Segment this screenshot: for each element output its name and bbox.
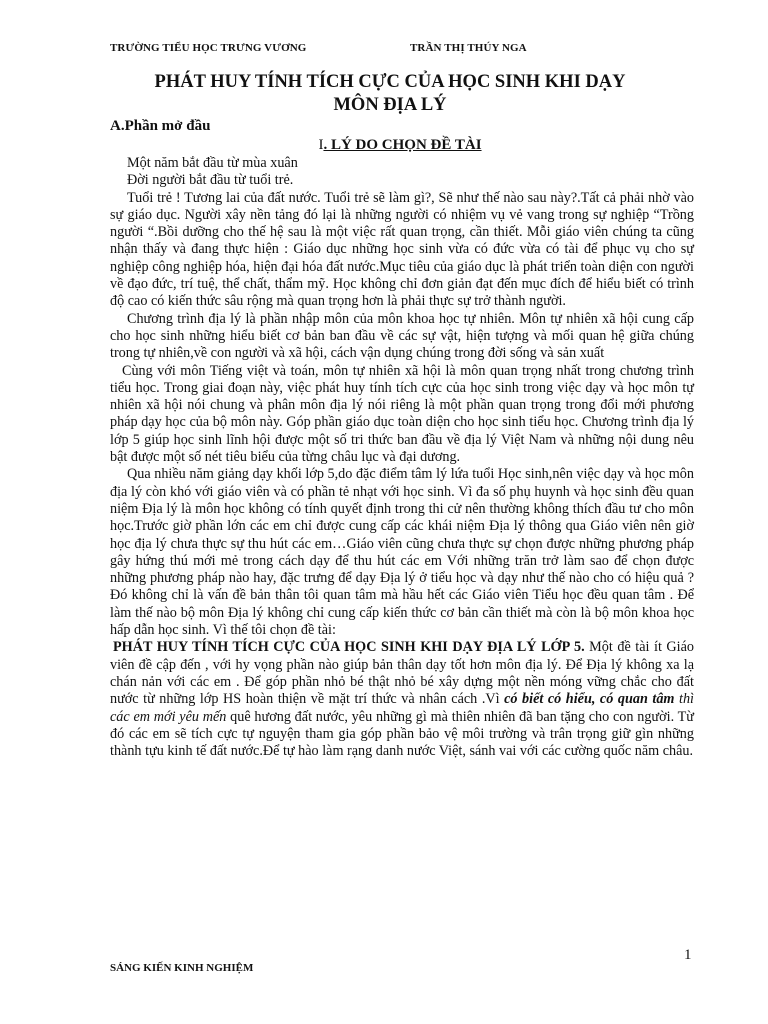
page-number: 1 xyxy=(684,947,692,963)
footer-label: SÁNG KIẾN KINH NGHIỆM xyxy=(110,962,254,974)
document-title xyxy=(110,71,670,117)
paragraph-7-bold: PHÁT HUY TÍNH TÍCH CỰC CỦA HỌC SINH KHI DẠY ĐỊA LÝ LỚP 5. xyxy=(113,639,585,656)
paragraph-7-bold-italic: có biết có hiểu, có quan tâm xyxy=(504,691,675,708)
subsection-heading xyxy=(110,137,690,154)
subsection-number: I xyxy=(318,137,324,153)
paragraph-7-text-b: quê hương đất nước, yêu những gì mà thiên nhiên đã ban tặng cho con người. Từ đó các em sẽ tích cực tự nguyện tham gia góp phần bảo vệ môi trường và trân trọng giữ gìn những thành tựu kinh tế đất nước.Để tự hào làm rạng danh nước Việt, sánh vai với các cường quốc năm châu. xyxy=(110,708,694,760)
body-text xyxy=(110,155,694,760)
paragraph-3: Tuổi trẻ ! Tương lai của đất nước. Tuổi trẻ sẽ làm gì?, Sẽ như thế nào sau này?.Tất cả phải nhờ vào sự giáo dục. Người xây nền tảng đó lại là những người có nhiệm vụ vẻ vang trong sự nghiệp “Trồng người “.Bồi dưỡng cho thế hệ sau là một việc rất quan trọng, cần thiết. Mỗi giáo viên chúng ta cũng nhận thấy và đang thực hiện : Giáo dục những học sinh vừa có đức vừa có tài để phục vụ cho sự nghiệp công nghiệp hóa, hiện đại hóa đất nước.Mục tiêu của giáo dục là phát triển toàn diện con người về đạo đức, trí tuệ, thể chất, thẩm mỹ. Học không chỉ đơn giản đạt đến mục đích để hiểu biết có trình độ cao có kiến thức sâu rộng mà quan trọng hơn là phải thực sự trở thành người. xyxy=(110,189,694,310)
paragraph-2: Đời người bắt đầu từ tuổi trẻ. xyxy=(127,172,294,189)
title-line-1: PHÁT HUY TÍNH TÍCH CỰC CỦA HỌC SINH KHI DẠY xyxy=(154,72,626,92)
section-heading: A.Phần mở đầu xyxy=(110,118,211,134)
subsection-title: . LÝ DO CHỌN ĐỀ TÀI xyxy=(323,137,482,153)
title-line-2: MÔN ĐỊA LÝ xyxy=(333,95,447,115)
paragraph-7 xyxy=(110,639,694,760)
header-author: TRẦN THỊ THÚY NGA xyxy=(410,42,527,54)
paragraph-7-text-a: Một đề tài ít Giáo viên đề cập đến , với hy vọng phần nào giúp bản thân dạy tốt hơn môn địa lý. Để Địa lý không xa lạ chán nản với các em . Để góp phần nhỏ bé thật nhỏ bé xây dựng một nền móng vững chắc cho đất nước từ những lớp HS hoàn thiện về mặt trí thức và nhân cách .Vì xyxy=(110,639,694,708)
paragraph-7-italic: thì các em mới yêu mến xyxy=(110,691,694,725)
paragraph-5: Cùng với môn Tiếng việt và toán, môn tự nhiên xã hội là môn quan trọng nhất trong chương trình tiểu học. Trong giai đoạn này, việc phát huy tính tích cực của học sinh trong việc dạy và học môn tự nhiên xã hội nói chung và phân môn địa lý nói riêng là một phần quan trọng trong đổi mới phương pháp dạy học của bộ môn này. Góp phần giáo dục toàn diện cho học sinh tiểu học. Chương trình địa lý lớp 5 giúp học sinh lĩnh hội được một số tri thức ban đầu về địa lý Việt Nam và những nội dung nêu bật được một số nét tiêu biểu của từng châu lục và đại dương. xyxy=(110,362,694,466)
paragraph-4: Chương trình địa lý là phần nhập môn của môn khoa học tự nhiên. Môn tự nhiên xã hội cung cấp cho học sinh những hiểu biết cơ bản ban đầu về các sự vật, hiện tượng và mối quan hệ giữa chúng trong tự nhiên,về con người và xã hội, cách vận dụng chúng trong đời sống và sản xuất xyxy=(110,310,694,362)
paragraph-1: Một năm bắt đầu từ mùa xuân xyxy=(127,155,298,171)
header-school: TRƯỜNG TIỂU HỌC TRƯNG VƯƠNG xyxy=(110,42,307,54)
paragraph-6: Qua nhiều năm giảng dạy khối lớp 5,do đặc điểm tâm lý lứa tuổi Học sinh,nên việc dạy và học môn địa lý còn khó với giáo viên và có phần tẻ nhạt với học sinh. Vì đa số phụ huynh và học sinh đều quan niệm Địa lý là môn học không có tính quyết định trong thi cử nên thường không thích đầu tư cho môn học.Trước giờ phần lớn các em chỉ được cung cấp các khái niệm Địa lý thông qua Giáo viên nên giờ học địa lý chưa thực sự thu hút các em…Giáo viên cũng chưa thực sự chọn được những phương pháp gây hứng thú mới mẻ trong cách dạy để thu hút các em Với những trăn trở làm sao để chọn được những phương pháp nào hay, đặc trưng để dạy Địa lý ở tiểu học và dạy như thế nào cho có hiệu quả ? Đó không chỉ là vấn đề bản thân tôi quan tâm mà hầu hết các Giáo viên Tiểu học đều quan tâm . Để làm thế nào bộ môn Địa lý không chỉ cung cấp kiến thức cơ bản cần thiết mà còn là bộ môn khoa học hấp dẫn học sinh. Vì thế tôi chọn đề tài: xyxy=(110,466,694,639)
